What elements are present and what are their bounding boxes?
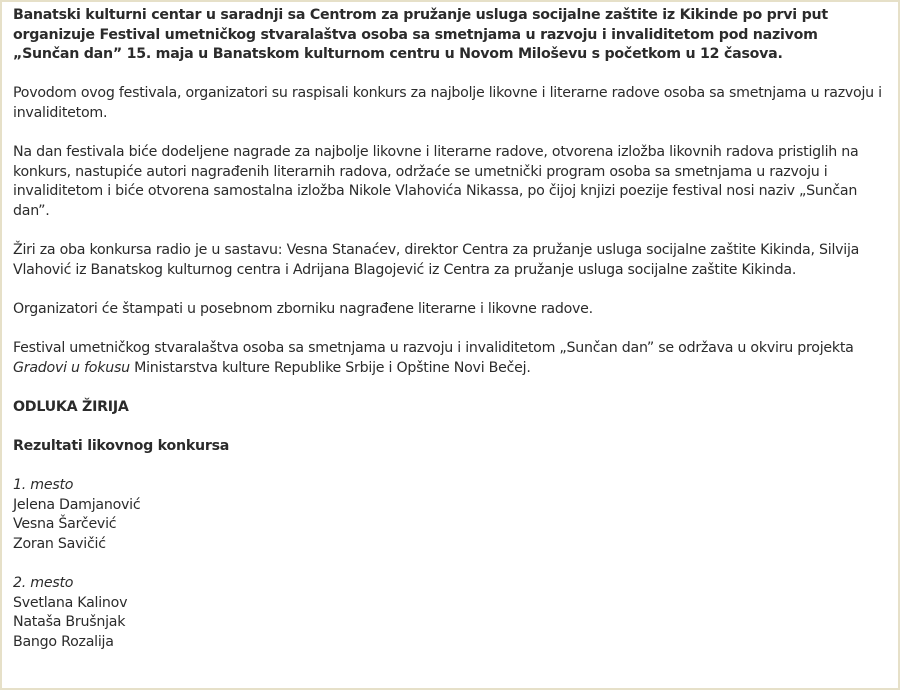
winner-name: Zoran Savičić <box>13 536 106 553</box>
place-second <box>13 574 883 652</box>
heading-jury-decision: ODLUKA ŽIRIJA <box>13 398 129 415</box>
winner-name: Nataša Brušnjak <box>13 614 126 631</box>
winner-name: Bango Rozalija <box>13 634 114 650</box>
paragraph-publication: Organizatori će štampati u posebnom zborniku nagrađene literarne i likovne radove. <box>13 300 593 317</box>
paragraph-contest: Povodom ovog festivala, organizatori su raspisali konkurs za najbolje likovne i literarne radove osoba sa smetnjama u razvoju i invaliditetom. <box>13 85 882 121</box>
heading-art-results: Rezultati likovnog konkursa <box>13 438 230 455</box>
paragraph-project <box>13 339 883 378</box>
winner-name: Vesna Šarčević <box>13 516 117 533</box>
paragraph-jury: Žiri za oba konkursa radio je u sastavu: Vesna Stanaćev, direktor Centra za pružanje usluga socijalne zaštite Kikinda, Silvija Vlahović iz Banatskog kulturnog centra i Adrijana Blagojević iz Centra za pružanje usluga socijalne zaštite Kikinda. <box>13 242 860 278</box>
project-text-start: Festival umetničkog stvaralaštva osoba sa smetnjama u razvoju i invaliditetom „Sunčan dan” se održava u okviru projekta <box>13 340 854 357</box>
project-name: Gradovi u fokusu <box>13 359 130 376</box>
place-label: 1. mesto <box>13 477 74 494</box>
place-label: 2. mesto <box>13 575 74 592</box>
paragraph-festival-day: Na dan festivala biće dodeljene nagrade za najbolje likovne i literarne radove, otvorena izložba likovnih radova pristiglih na konkurs, nastupiće autori nagrađenih literarnih radova, održaće se umetnički program osoba sa smetnjama u razvoju i invaliditetom i biće otvorena samostalna izložba Nikole Vlahovića Nikassa, po čijoj knjizi poezije festival nosi naziv „Sunčan dan”. <box>13 144 859 219</box>
project-text-end: Ministarstva kulture Republike Srbije i Opštine Novi Bečej. <box>129 359 531 376</box>
intro-paragraph: Banatski kulturni centar u saradnji sa Centrom za pružanje usluga socijalne zaštite iz Kikinde po prvi put organizuje Festival umetničkog stvaralaštva osoba sa smetnjama u razvoju i invaliditetom pod nazivom „Sunčan dan” 15. maja u Banatskom kulturnom centru u Novom Miloševu s početkom u 12 časova. <box>13 7 828 63</box>
winner-name: Svetlana Kalinov <box>13 594 128 611</box>
article-body <box>13 6 883 672</box>
winner-name: Jelena Damjanović <box>13 496 141 513</box>
place-first <box>13 476 883 554</box>
